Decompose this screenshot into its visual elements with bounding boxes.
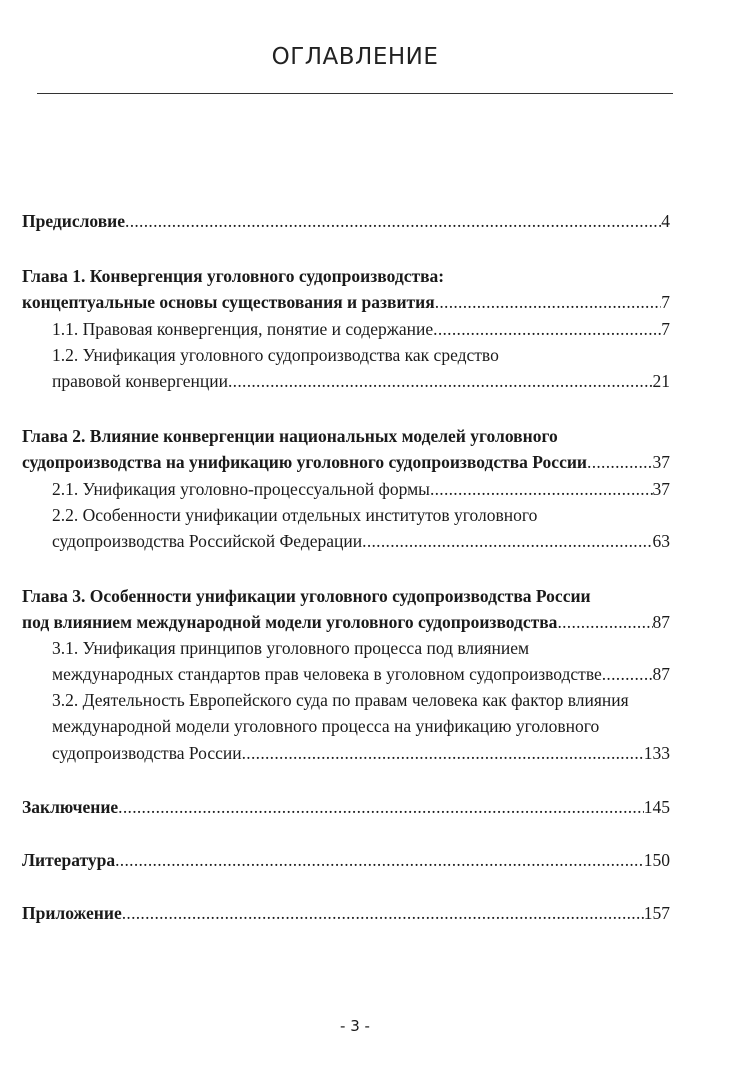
toc-entry-line bbox=[22, 609, 670, 635]
toc-entry-text: судопроизводства на унификацию уголовного судопроизводства России bbox=[22, 452, 588, 473]
toc-entry-text: 3.1. Унификация принципов уголовного процесса под влиянием bbox=[52, 638, 530, 658]
toc-entry-line bbox=[52, 713, 670, 739]
dot-leader bbox=[430, 476, 653, 502]
toc-entry-text: 1.1. Правовая конвергенция, понятие и содержание bbox=[52, 319, 434, 339]
toc-page-number: 4 bbox=[661, 211, 670, 231]
toc-entry-text: Глава 3. Особенности унификации уголовного судопроизводства России bbox=[22, 586, 591, 606]
toc-entry-line bbox=[52, 502, 670, 528]
toc-entry-text: 3.2. Деятельность Европейского суда по правам человека как фактор влияния bbox=[52, 690, 629, 710]
toc-entry-text: судопроизводства Российской Федерации bbox=[52, 531, 363, 552]
toc-entry-text: Предисловие bbox=[22, 211, 126, 231]
title-divider bbox=[37, 93, 673, 94]
toc-entry-line bbox=[52, 661, 670, 687]
toc-entry-text: под влиянием международной модели уголовного судопроизводства bbox=[22, 612, 558, 633]
toc-entry-text: судопроизводства России bbox=[52, 742, 242, 763]
toc-page-number: 157 bbox=[643, 903, 670, 923]
toc-entry-line bbox=[52, 635, 670, 661]
toc-entry-line bbox=[22, 900, 670, 926]
dot-leader bbox=[115, 847, 644, 873]
toc-entry-line bbox=[22, 583, 670, 609]
toc-entry-line bbox=[52, 368, 670, 394]
dot-leader bbox=[602, 661, 653, 687]
toc-page-number: 7 bbox=[661, 292, 670, 313]
toc-entry-line bbox=[22, 847, 670, 873]
toc-entry-line bbox=[52, 342, 670, 368]
dot-leader bbox=[433, 316, 661, 342]
toc-entry-line bbox=[52, 740, 670, 766]
dot-leader bbox=[242, 740, 644, 766]
toc-entry-text: 1.2. Унификация уголовного судопроизводства как средство bbox=[52, 345, 499, 365]
toc-entry-line bbox=[22, 289, 670, 315]
dot-leader bbox=[118, 794, 644, 820]
toc-entry-text: концептуальные основы существования и развития bbox=[22, 292, 435, 313]
toc-page-number: 145 bbox=[643, 797, 670, 817]
page-title: ОГЛАВЛЕНИЕ bbox=[271, 44, 439, 70]
dot-leader bbox=[362, 528, 652, 554]
toc-entry-line bbox=[22, 208, 670, 234]
dot-leader bbox=[122, 900, 644, 926]
dot-leader bbox=[228, 368, 653, 394]
toc-entry-text: международных стандартов прав человека в уголовном судопроизводстве bbox=[52, 664, 602, 685]
toc-entry-text: Приложение bbox=[22, 903, 122, 923]
toc-page-number: 87 bbox=[652, 664, 670, 685]
toc-entry-text: Глава 2. Влияние конвергенции национальных моделей уголовного bbox=[22, 426, 558, 446]
toc-page-number: 37 bbox=[652, 479, 670, 499]
dot-leader bbox=[557, 609, 652, 635]
toc-entry-line bbox=[22, 794, 670, 820]
toc-entry-text: 2.2. Особенности унификации отдельных институтов уголовного bbox=[52, 505, 538, 525]
toc-entry-line bbox=[22, 263, 670, 289]
toc-entry-text: международной модели уголовного процесса на унификацию уголовного bbox=[52, 716, 600, 737]
toc-entry-line bbox=[52, 316, 670, 342]
toc-page-number: 133 bbox=[643, 742, 670, 763]
toc-entry-text: Заключение bbox=[22, 797, 119, 817]
dot-leader bbox=[435, 289, 662, 315]
toc-page-number: 63 bbox=[652, 531, 670, 552]
toc-page-number: 37 bbox=[652, 452, 670, 473]
toc-entry-line bbox=[52, 528, 670, 554]
toc-entry-line bbox=[52, 476, 670, 502]
toc-page-number: 7 bbox=[661, 319, 670, 339]
toc-entry-text: правовой конвергенции bbox=[52, 371, 228, 392]
toc-page-number: 87 bbox=[652, 612, 670, 633]
toc-entry-text: Литература bbox=[22, 850, 116, 870]
toc-entry-line bbox=[22, 449, 670, 475]
toc-entry-line bbox=[22, 423, 670, 449]
dot-leader bbox=[125, 208, 661, 234]
toc-entry-text: Глава 1. Конвергенция уголовного судопроизводства: bbox=[22, 266, 445, 286]
toc-entry-line bbox=[52, 687, 670, 713]
toc-page-number: 21 bbox=[652, 371, 670, 392]
dot-leader bbox=[587, 449, 652, 475]
toc-page-number: 150 bbox=[643, 850, 670, 870]
toc-entry-text: 2.1. Унификация уголовно-процессуальной формы bbox=[52, 479, 430, 499]
page-number: - 3 - bbox=[340, 1017, 370, 1035]
